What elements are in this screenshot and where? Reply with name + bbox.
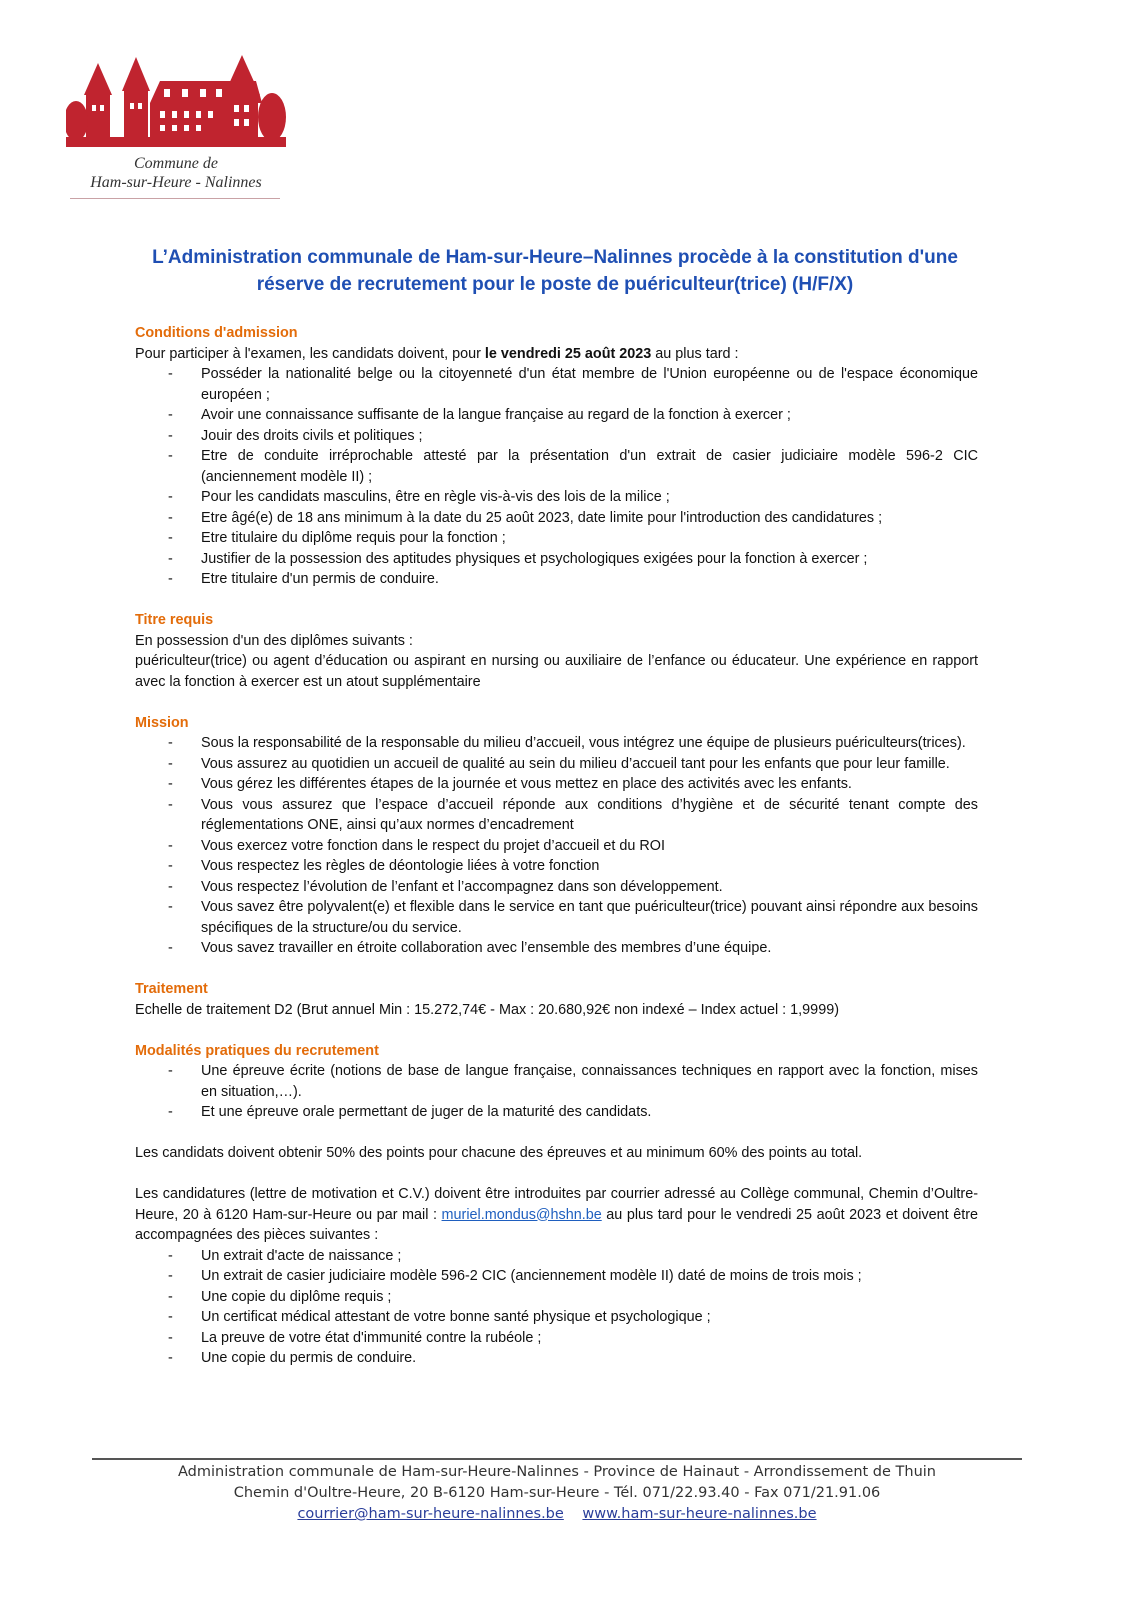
candidatures-paragraph [135, 1184, 978, 1246]
dash-bullet: - [168, 509, 173, 526]
intro-text-end: au plus tard : [651, 345, 739, 362]
dash-bullet: - [168, 1288, 173, 1305]
traitement-text: Echelle de traitement D2 (Brut annuel Min : 15.272,74€ - Max : 20.680,92€ non indexé – Index actuel : 1,9999) [135, 1001, 839, 1018]
list-item [135, 364, 978, 405]
dash-bullet: - [168, 1063, 173, 1079]
list-item-text: Et une épreuve orale permettant de juger de la maturité des candidats. [201, 1104, 652, 1120]
dash-bullet: - [168, 489, 173, 505]
list-item [135, 897, 978, 938]
dash-bullet: - [168, 407, 173, 423]
dash-bullet: - [168, 858, 173, 874]
dash-bullet: - [168, 1309, 173, 1325]
email-link[interactable]: muriel.mondus@hshn.be [441, 1206, 602, 1223]
list-item [135, 754, 978, 775]
dash-bullet: - [168, 1329, 173, 1346]
list-item-text: Une épreuve écrite (notions de base de langue française, connaissances techniques en rapport avec la fonction, mises en situation,…). [201, 1063, 978, 1100]
dash-bullet: - [168, 776, 173, 792]
list-item-text: Etre titulaire d'un permis de conduire. [201, 571, 439, 587]
list-item [135, 549, 978, 570]
dash-bullet: - [168, 1104, 173, 1120]
list-item [135, 856, 978, 877]
list-item [135, 836, 978, 857]
list-item-text: Etre titulaire du diplôme requis pour la fonction ; [201, 530, 506, 546]
points-requirement: Les candidats doivent obtenir 50% des points pour chacune des épreuves et au minimum 60% des points au total. [135, 1145, 863, 1161]
list-item [135, 426, 978, 447]
list-item [135, 795, 978, 836]
dash-bullet: - [168, 1350, 173, 1366]
list-item-text: Etre âgé(e) de 18 ans minimum à la date du 25 août 2023, date limite pour l'introduction des candidatures ; [201, 509, 883, 526]
list-item [135, 405, 978, 426]
list-item [135, 1328, 978, 1349]
title-line-2: réserve de recrutement pour le poste de puériculteur(trice) (H/F/X) [256, 274, 854, 295]
titre-line-1: En possession d'un des diplômes suivants : [135, 632, 413, 649]
dash-bullet: - [168, 550, 173, 567]
page-title [130, 244, 980, 298]
list-item-text: La preuve de votre état d'immunité contre la rubéole ; [201, 1329, 542, 1346]
candidatures-text: Les candidatures (lettre de motivation et C.V.) doivent être introduites par courrier adressé au Collège communal, Chemin d’Oultre-Heure, 20 à 6120 Ham-sur-Heure ou par mail : [135, 1186, 978, 1223]
dash-bullet: - [168, 1247, 173, 1264]
dash-bullet: - [168, 735, 173, 751]
logo-divider [70, 198, 280, 199]
modalites-list [135, 1061, 978, 1123]
list-item-text: Pour les candidats masculins, être en règle vis-à-vis des lois de la milice ; [201, 489, 670, 505]
logo-text-commune: Commune de [134, 155, 218, 172]
dash-bullet: - [168, 366, 173, 382]
dash-bullet: - [168, 796, 173, 813]
list-item-text: Une copie du diplôme requis ; [201, 1288, 392, 1305]
dash-bullet: - [168, 1268, 173, 1284]
list-item [135, 774, 978, 795]
dash-bullet: - [168, 940, 173, 956]
list-item-text: Avoir une connaissance suffisante de la langue française au regard de la fonction à exercer ; [201, 407, 791, 423]
list-item-text: Vous vous assurez que l’espace d’accueil réponde aux conditions d’hygiène et de sécurité tenant compte des réglementations ONE, ainsi qu’aux normes d’encadrement [201, 796, 978, 833]
heading-mission: Mission [135, 714, 189, 731]
dash-bullet: - [168, 755, 173, 772]
list-item-text: Une copie du permis de conduire. [201, 1350, 417, 1366]
castle-icon [66, 55, 286, 153]
document-body [135, 323, 978, 1369]
conditions-intro [135, 344, 978, 365]
list-item [135, 569, 978, 590]
list-item [135, 1307, 978, 1328]
dash-bullet: - [168, 530, 173, 546]
list-item-text: Jouir des droits civils et politiques ; [201, 427, 423, 444]
intro-text: Pour participer à l'examen, les candidats doivent, pour [135, 345, 485, 362]
list-item [135, 1102, 978, 1123]
list-item [135, 1061, 978, 1102]
footer-line-2: Chemin d'Oultre-Heure, 20 B-6120 Ham-sur-Heure - Tél. 071/22.93.40 - Fax 071/21.91.06 [233, 1485, 881, 1501]
dash-bullet: - [168, 878, 173, 895]
deadline-date: le vendredi 25 août 2023 [484, 345, 652, 362]
logo-text-name: Ham-sur-Heure - Nalinnes [90, 174, 262, 191]
titre-line-2: puériculteur(trice) ou agent d’éducation ou aspirant en nursing ou auxiliaire de l’enfance ou éducateur. Une expérience en rapport avec la fonction à exercer est un atout supplémentaire [135, 653, 978, 690]
conditions-list [135, 364, 978, 590]
footer-links [92, 1504, 1022, 1525]
dash-bullet: - [168, 448, 173, 464]
list-item-text: Vous savez être polyvalent(e) et flexible dans le service en tant que puériculteur(trice) pouvant ainsi répondre aux besoins spécifiques de la structure/ou du service. [201, 899, 978, 936]
list-item-text: Posséder la nationalité belge ou la citoyenneté d'un état membre de l'Union européenne ou de l'espace économique européen ; [201, 366, 978, 403]
title-line-1: L’Administration communale de Ham-sur-Heure–Nalinnes procède à la constitution d'une [152, 247, 958, 268]
footer-line-1: Administration communale de Ham-sur-Heure-Nalinnes - Province de Hainaut - Arrondissement de Thuin [178, 1464, 936, 1480]
list-item-text: Un extrait de casier judiciaire modèle 596-2 CIC (anciennement modèle II) daté de moins de trois mois ; [201, 1268, 862, 1284]
list-item-text: Un extrait d'acte de naissance ; [201, 1247, 402, 1264]
list-item [135, 1266, 978, 1287]
list-item [135, 528, 978, 549]
list-item-text: Vous respectez l’évolution de l’enfant et l’accompagnez dans son développement. [201, 878, 723, 895]
list-item [135, 733, 978, 754]
dash-bullet: - [168, 571, 173, 587]
heading-traitement: Traitement [135, 981, 208, 997]
footer-email-link[interactable]: courrier@ham-sur-heure-nalinnes.be [297, 1506, 564, 1522]
list-item [135, 487, 978, 508]
list-item [135, 877, 978, 898]
heading-titre-requis: Titre requis [135, 612, 214, 628]
dash-bullet: - [168, 899, 173, 915]
list-item [135, 1348, 978, 1369]
list-item-text: Vous exercez votre fonction dans le respect du projet d’accueil et du ROI [201, 837, 665, 854]
list-item-text: Un certificat médical attestant de votre bonne santé physique et psychologique ; [201, 1309, 711, 1325]
list-item [135, 1287, 978, 1308]
list-item-text: Vous gérez les différentes étapes de la journée et vous mettez en place des activités avec les enfants. [201, 776, 852, 792]
list-item-text: Etre de conduite irréprochable attesté par la présentation d'un extrait de casier judiciaire modèle 596-2 CIC (anciennement modèle II) ; [201, 448, 978, 485]
footer-divider [92, 1458, 1022, 1460]
list-item [135, 938, 978, 959]
pieces-list [135, 1246, 978, 1369]
list-item-text: Vous respectez les règles de déontologie liées à votre fonction [201, 858, 600, 874]
list-item-text: Sous la responsabilité de la responsable du milieu d’accueil, vous intégrez une équipe de plusieurs puériculteurs(trices). [201, 735, 966, 751]
heading-modalites: Modalités pratiques du recrutement [135, 1042, 379, 1059]
list-item [135, 446, 978, 487]
list-item [135, 1246, 978, 1267]
dash-bullet: - [168, 837, 173, 854]
list-item-text: Vous assurez au quotidien un accueil de qualité au sein du milieu d’accueil tant pour les enfants que pour leur famille. [201, 755, 950, 772]
candidatures-text-end: au plus tard pour le vendredi 25 août 2023 et doivent être accompagnées des pièces suivantes : [135, 1206, 978, 1243]
list-item [135, 508, 978, 529]
list-item-text: Vous savez travailler en étroite collaboration avec l’ensemble des membres d’une équipe. [201, 940, 772, 956]
list-item-text: Justifier de la possession des aptitudes physiques et psychologiques exigées pour la fonction à exercer ; [201, 550, 868, 567]
dash-bullet: - [168, 427, 173, 444]
footer [92, 1462, 1022, 1525]
heading-conditions: Conditions d'admission [135, 325, 298, 341]
footer-website-link[interactable]: www.ham-sur-heure-nalinnes.be [582, 1506, 817, 1522]
mission-list [135, 733, 978, 959]
commune-logo [66, 55, 286, 205]
